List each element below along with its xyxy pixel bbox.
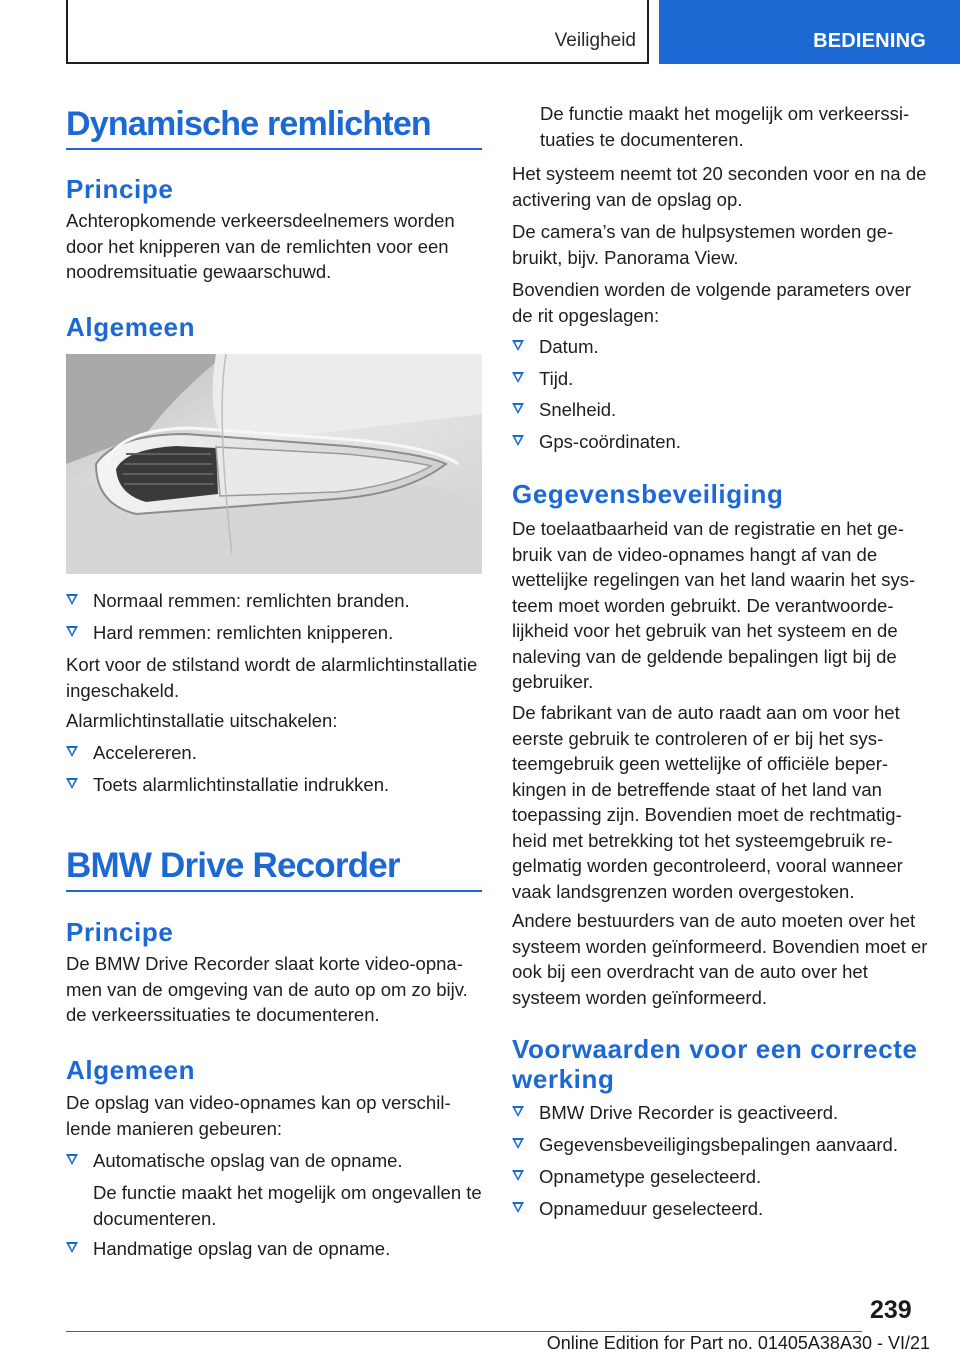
heading-rule xyxy=(66,890,482,892)
heading-algemeen: Algemeen xyxy=(66,312,196,342)
paragraph-seconden: Het systeem neemt tot 20 seconden voor en na de activering van de opslag op. xyxy=(512,163,927,210)
bullet-triangle-icon xyxy=(512,1138,524,1149)
bullet-triangle-icon xyxy=(512,1106,524,1117)
paragraph-cameras: De camera’s van de hulpsystemen worden gebruikt, bijv. Panorama View. xyxy=(512,221,894,268)
heading-voorwaarden-line1: Voorwaarden voor een correcte xyxy=(512,1034,918,1064)
heading-gegevensbeveiliging: Gegevensbeveiliging xyxy=(512,479,784,509)
header-left-rule xyxy=(66,0,68,62)
paragraph-andere-bestuurders: Andere bestuurders van de auto moeten over het systeem worden geïnformeerd. Bovendien moet er ook bij een overdracht van de auto over het systeem worden geïnformeerd. xyxy=(512,910,928,1008)
heading-dynamische-remlichten: Dynamische remlichten xyxy=(66,105,431,143)
footer-rule xyxy=(66,1331,862,1332)
heading-principe-recorder: Principe xyxy=(66,917,174,947)
heading-principe: Principe xyxy=(66,174,174,204)
bullet-triangle-icon xyxy=(512,403,524,414)
page-number: 239 xyxy=(870,1296,912,1324)
tail-light-illustration xyxy=(66,354,482,574)
paragraph-principe: Achteropkomende verkeersdeelnemers worden door het knipperen van de remlichten voor een noodremsituatie gewaarschuwd. xyxy=(66,210,455,282)
paragraph-parameters: Bovendien worden de volgende parameters over de rit opgeslagen: xyxy=(512,279,912,326)
bullet-triangle-icon xyxy=(66,778,78,789)
header-bottom-rule xyxy=(66,62,648,64)
footer-edition: Online Edition for Part no. 01405A38A30 - VI/21 xyxy=(546,1333,930,1353)
heading-bmw-drive-recorder: BMW Drive Recorder xyxy=(66,846,400,885)
paragraph-verkeerssituaties: De functie maakt het mogelijk om verkeerssituaties te documenteren. xyxy=(540,103,910,150)
bullet-triangle-icon xyxy=(66,1242,78,1253)
paragraph-fabrikant: De fabrikant van de auto raadt aan om voor het eerste gebruik te controleren of er bij het systeemgebruik geen wettelijke of officiële beperkingen in de betreffende staat of het land van toepassing zijn. Bovendien moet de rechtmatigheid met betrekking tot het systeemgebruik regelmatig worden gecontroleerd, vooral wanneer vaak landsgrenzen worden overgestoken. xyxy=(512,702,903,902)
paragraph-uitschakelen: Alarmlichtinstallatie uitschakelen: xyxy=(66,710,338,731)
tail-light-photo xyxy=(66,354,482,574)
bullet-triangle-icon xyxy=(512,340,524,351)
bullet-triangle-icon xyxy=(66,746,78,757)
header-chapter-tab[interactable]: BEDIENING xyxy=(659,0,960,64)
bullet-triangle-icon xyxy=(512,435,524,446)
heading-algemeen-recorder: Algemeen xyxy=(66,1055,196,1085)
paragraph-principe-recorder: De BMW Drive Recorder slaat korte video-opnamen van de omgeving van de auto op om zo bijv. de verkeerssituaties te documenteren. xyxy=(66,953,468,1025)
heading-voorwaarden-line2: werking xyxy=(512,1064,615,1094)
bullet-triangle-icon xyxy=(66,626,78,637)
bullet-triangle-icon xyxy=(512,1202,524,1213)
paragraph-kort-voor-stilstand: Kort voor de stilstand wordt de alarmlichtinstallatie ingeschakeld. xyxy=(66,654,478,701)
paragraph-toelaatbaarheid: De toelaatbaarheid van de registratie en het gebruik van de video-opnames hangt af van de wettelijke regelingen van het land waarin het systeem moet worden gebruikt. De verantwoordelijkheid voor het gebruik van het systeem en de naleving van de geldende bepalingen ligt bij de gebruiker. xyxy=(512,518,916,692)
bullet-triangle-icon xyxy=(512,1170,524,1181)
header-separator xyxy=(647,0,649,64)
bullet-triangle-icon xyxy=(512,372,524,383)
paragraph-ongevallen: De functie maakt het mogelijk om ongevallen te documenteren. xyxy=(93,1182,482,1229)
heading-rule xyxy=(66,148,482,150)
bullet-triangle-icon xyxy=(66,1154,78,1165)
header-section-title: Veiligheid xyxy=(554,30,636,51)
bullet-triangle-icon xyxy=(66,594,78,605)
paragraph-opslag: De opslag van video-opnames kan op verschillende manieren gebeuren: xyxy=(66,1092,451,1139)
